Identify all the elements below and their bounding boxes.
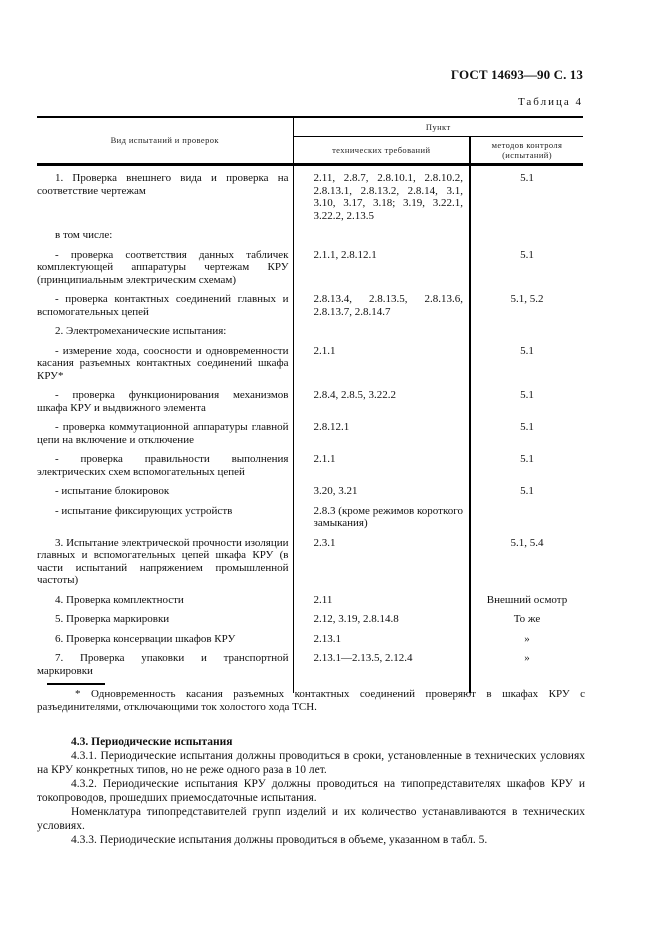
cell-control-methods-text: 5.1 — [520, 248, 534, 261]
cell-tech-requirements — [293, 505, 470, 537]
table-row — [37, 633, 583, 653]
cell-test-type-text: 4. Проверка комплектности — [55, 593, 184, 606]
cell-test-type — [37, 594, 293, 614]
table-row — [37, 389, 583, 421]
cell-control-methods-text: 5.1 — [520, 344, 534, 357]
cell-control-methods — [470, 249, 583, 294]
cell-test-type-text: - измерение хода, соосности и одновременности касания разъемных контактных соединений шкафа КРУ* — [37, 344, 289, 382]
cell-test-type — [37, 293, 293, 325]
cell-tech-requirements — [293, 389, 470, 421]
cell-control-methods-text: 5.1 — [520, 389, 534, 401]
cell-control-methods — [470, 453, 583, 485]
table-row — [37, 652, 583, 693]
paragraph: Номенклатура типопредставителей групп изделий и их количество устанавливаются в технических условиях. — [37, 806, 585, 832]
cell-control-methods-text: » — [524, 652, 530, 664]
cell-control-methods-text: » — [524, 632, 530, 645]
cell-tech-requirements — [293, 249, 470, 294]
cell-tech-requirements — [293, 421, 470, 453]
table-row — [37, 293, 583, 325]
table-row — [37, 485, 583, 505]
table-caption: Таблица 4 — [517, 96, 583, 108]
footnote-text: * Одновременность касания разъемных контактных соединений проверяют в шкафах КРУ с разъединителями, отключающими ток холостого хода ТСН. — [37, 688, 585, 713]
section-periodic-tests — [37, 735, 585, 847]
cell-test-type-text: 6. Проверка консервации шкафов КРУ — [55, 632, 236, 645]
cell-test-type-text: - испытание фиксирующих устройств — [55, 504, 233, 517]
cell-tech-requirements-text: 2.3.1 — [313, 536, 336, 549]
cell-test-type-text: - проверка соответствия данных табличек комплектующей аппаратуры чертежам КРУ (принципиальным электрическим схемам) — [37, 248, 289, 286]
table-row — [37, 537, 583, 594]
cell-test-type — [37, 389, 293, 421]
cell-tech-requirements — [293, 325, 470, 345]
cell-tech-requirements-text: 2.8.4, 2.8.5, 3.22.2 — [313, 389, 396, 401]
cell-test-type-text: 1. Проверка внешнего вида и проверка на соответствие чертежам — [37, 172, 289, 197]
cell-test-type — [37, 453, 293, 485]
cell-test-type — [37, 325, 293, 345]
cell-tech-requirements — [293, 453, 470, 485]
tests-table — [37, 116, 583, 693]
table-row — [37, 165, 583, 230]
cell-tech-requirements — [293, 652, 470, 693]
cell-test-type — [37, 633, 293, 653]
cell-control-methods-text: Внешний осмотр — [486, 593, 568, 606]
cell-control-methods — [470, 537, 583, 594]
footnote — [37, 688, 585, 714]
cell-test-type-text: - проверка контактных соединений главных и вспомогательных цепей — [37, 293, 289, 318]
cell-test-type — [37, 229, 293, 249]
cell-control-methods — [470, 389, 583, 421]
table-row — [37, 453, 583, 485]
cell-tech-requirements — [293, 345, 470, 390]
cell-tech-requirements-text: 2.13.1 — [313, 632, 341, 645]
cell-tech-requirements-text: 2.11 — [313, 593, 333, 606]
cell-test-type-text: 5. Проверка маркировки — [55, 613, 170, 625]
cell-test-type — [37, 537, 293, 594]
cell-test-type-text: в том числе: — [55, 229, 113, 241]
footnote-divider — [47, 683, 105, 685]
cell-tech-requirements-text: 2.8.13.4, 2.8.13.5, 2.8.13.6, 2.8.13.7, 2.8.14.7 — [313, 293, 463, 318]
cell-tech-requirements-text: 2.13.1—2.13.5, 2.12.4 — [313, 652, 413, 664]
cell-test-type-text: 2. Электромеханические испытания: — [55, 325, 227, 337]
cell-tech-requirements-text: 2.1.1 — [313, 344, 336, 357]
cell-tech-requirements-text: 2.8.12.1 — [313, 421, 350, 433]
cell-tech-requirements-text: 2.8.3 (кроме режимов короткого замыкания) — [313, 504, 463, 529]
cell-control-methods-text: 5.1, 5.2 — [510, 293, 544, 305]
cell-tech-requirements — [293, 633, 470, 653]
paragraph: 4.3.3. Периодические испытания должны проводиться в объеме, указанном в табл. 5. — [71, 834, 488, 846]
cell-control-methods — [470, 165, 583, 230]
cell-test-type — [37, 485, 293, 505]
paragraph: 4.3.2. Периодические испытания КРУ должны проводиться на типопредставителях шкафов КРУ и токопроводов, прошедших приемосдаточные испытания. — [37, 778, 585, 804]
cell-tech-requirements — [293, 613, 470, 633]
cell-test-type — [37, 652, 293, 693]
cell-test-type — [37, 345, 293, 390]
cell-tech-requirements — [293, 229, 470, 249]
cell-control-methods — [470, 633, 583, 653]
cell-test-type-text: 7. Проверка упаковки и транспортной маркировки — [37, 652, 289, 677]
cell-control-methods — [470, 229, 583, 249]
cell-control-methods-text: 5.1, 5.4 — [510, 536, 544, 549]
cell-control-methods-text: 5.1 — [520, 421, 534, 433]
column-header-control-methods: методов контроля (испытаний) — [470, 137, 583, 165]
table-row — [37, 229, 583, 249]
cell-tech-requirements-text: 2.1.1 — [313, 453, 336, 465]
cell-tech-requirements — [293, 537, 470, 594]
table-row — [37, 505, 583, 537]
cell-control-methods-text: То же — [513, 613, 541, 625]
cell-control-methods — [470, 485, 583, 505]
cell-tech-requirements-text: 3.20, 3.21 — [313, 485, 358, 497]
column-header-clause: Пункт — [293, 117, 583, 137]
cell-control-methods — [470, 613, 583, 633]
cell-test-type — [37, 421, 293, 453]
cell-tech-requirements — [293, 594, 470, 614]
cell-test-type-text: - проверка коммутационной аппаратуры главной цепи на включение и отключение — [37, 421, 289, 446]
cell-tech-requirements-text: 2.11, 2.8.7, 2.8.10.1, 2.8.10.2, 2.8.13.1, 2.8.13.2, 2.8.14, 3.1, 3.10, 3.17, 3.18; 3.19, 3.22.1, 3.22.2, 2.13.5 — [313, 172, 463, 222]
cell-test-type — [37, 165, 293, 230]
page-header-doc-ref: ГОСТ 14693—90 С. 13 — [450, 67, 583, 82]
cell-control-methods — [470, 594, 583, 614]
cell-test-type-text: 3. Испытание электрической прочности изоляции главных и вспомогательных цепей шкафа КРУ (в части испытаний напряжением промышленной частоты) — [37, 536, 289, 586]
section-title: 4.3. Периодические испытания — [71, 736, 233, 748]
table-row — [37, 325, 583, 345]
table-row — [37, 345, 583, 390]
table-body — [37, 165, 583, 694]
cell-control-methods-text: 5.1 — [520, 172, 534, 184]
cell-control-methods-text: 5.1 — [520, 453, 534, 465]
cell-test-type — [37, 505, 293, 537]
cell-test-type — [37, 249, 293, 294]
column-header-test-type: Вид испытаний и проверок — [37, 117, 293, 165]
column-header-tech-requirements: технических требований — [293, 137, 470, 165]
cell-control-methods — [470, 293, 583, 325]
table-row — [37, 613, 583, 633]
paragraph: 4.3.1. Периодические испытания должны проводиться в сроки, установленные в технических условиях на КРУ конкретных типов, но не реже одного раза в 10 лет. — [37, 750, 585, 776]
cell-tech-requirements — [293, 165, 470, 230]
cell-control-methods-text: 5.1 — [520, 485, 534, 497]
cell-tech-requirements-text: 2.1.1, 2.8.12.1 — [313, 248, 377, 261]
cell-control-methods — [470, 325, 583, 345]
cell-control-methods — [470, 505, 583, 537]
cell-test-type-text: - испытание блокировок — [55, 485, 170, 497]
cell-control-methods — [470, 345, 583, 390]
cell-control-methods — [470, 652, 583, 693]
cell-test-type — [37, 613, 293, 633]
cell-test-type-text: - проверка функционирования механизмов шкафа КРУ и выдвижного элемента — [37, 389, 289, 414]
table-row — [37, 249, 583, 294]
table-row — [37, 421, 583, 453]
cell-tech-requirements-text: 2.12, 3.19, 2.8.14.8 — [313, 613, 399, 625]
cell-tech-requirements — [293, 485, 470, 505]
cell-tech-requirements — [293, 293, 470, 325]
cell-control-methods — [470, 421, 583, 453]
table-row — [37, 594, 583, 614]
cell-test-type-text: - проверка правильности выполнения электрических схем вспомогательных цепей — [37, 453, 289, 478]
